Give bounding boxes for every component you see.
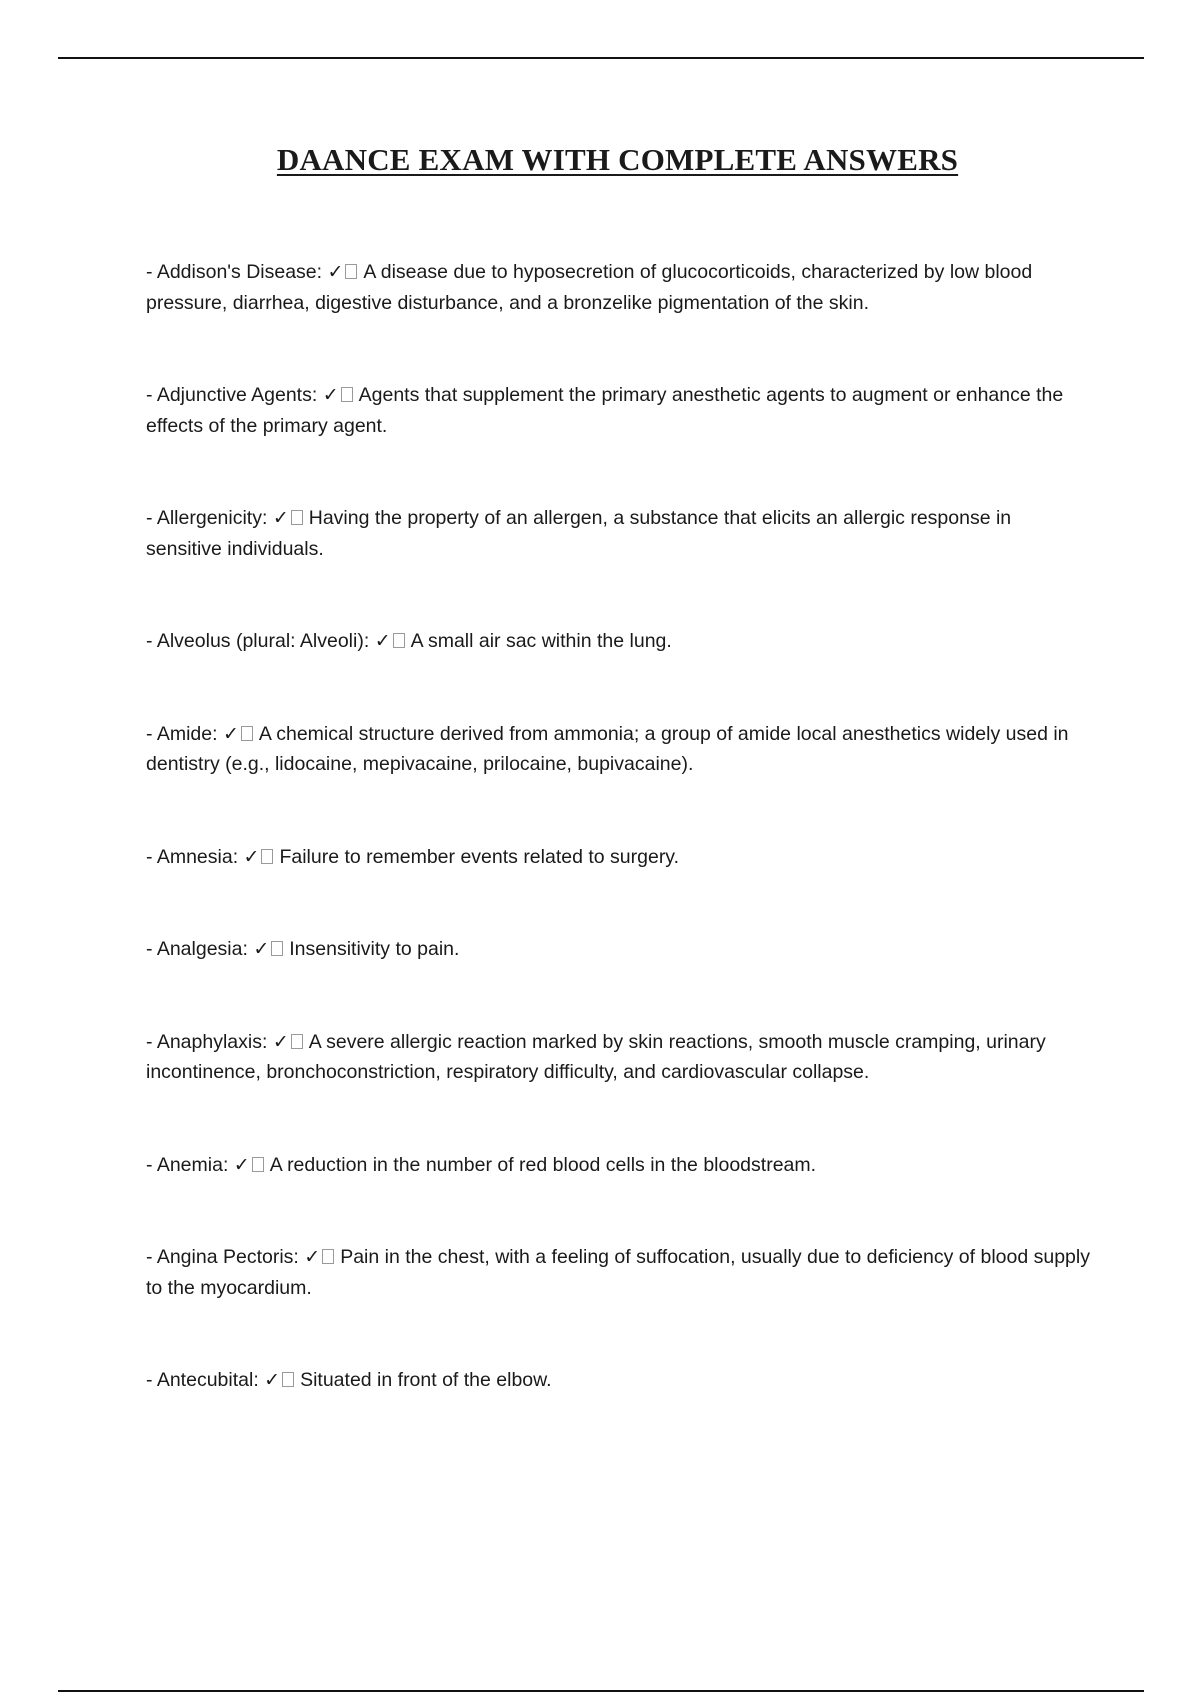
term-definition: A reduction in the number of red blood cells in the bloodstream. xyxy=(269,1153,817,1176)
top-rule xyxy=(58,57,1144,59)
empty-box-icon xyxy=(322,1249,334,1264)
list-item xyxy=(146,934,1090,965)
term-label: - Angina Pectoris: xyxy=(146,1246,299,1268)
list-item xyxy=(146,842,1090,873)
checkmark-icon: ✓ xyxy=(272,507,289,529)
term-label: - Antecubital: xyxy=(146,1369,259,1391)
term-definition: A disease due to hyposecretion of glucocorticoids, characterized by low blood pressure, diarrhea, digestive disturbance, and a bronzelike pigmentation of the skin. xyxy=(146,261,1033,314)
term-label: - Alveolus (plural: Alveoli): xyxy=(146,630,370,652)
list-item xyxy=(146,380,1090,441)
checkmark-icon: ✓ xyxy=(253,938,270,960)
list-item xyxy=(146,719,1090,780)
empty-box-icon xyxy=(291,510,303,525)
term-definition: Having the property of an allergen, a substance that elicits an allergic response in sensitive individuals. xyxy=(146,507,1012,560)
term-definition: A chemical structure derived from ammonia; a group of amide local anesthetics widely used in dentistry (e.g., lidocaine, mepivacaine, prilocaine, bupivacaine). xyxy=(146,722,1069,775)
term-label: - Analgesia: xyxy=(146,938,248,960)
term-definition: Pain in the chest, with a feeling of suffocation, usually due to deficiency of blood supply to the myocardium. xyxy=(146,1246,1090,1299)
term-definition: A severe allergic reaction marked by skin reactions, smooth muscle cramping, urinary incontinence, bronchoconstriction, respiratory difficulty, and cardiovascular collapse. xyxy=(146,1030,1046,1083)
term-definition: Situated in front of the elbow. xyxy=(300,1369,552,1391)
definition-list xyxy=(146,257,1090,1458)
list-item xyxy=(146,503,1090,564)
list-item xyxy=(146,1150,1090,1181)
term-label: - Amnesia: xyxy=(146,845,239,868)
empty-box-icon xyxy=(252,1157,264,1172)
empty-box-icon xyxy=(261,849,273,864)
list-item xyxy=(146,626,1090,657)
empty-box-icon xyxy=(271,941,283,956)
checkmark-icon: ✓ xyxy=(374,630,391,652)
checkmark-icon: ✓ xyxy=(327,261,344,283)
checkmark-icon: ✓ xyxy=(243,845,260,868)
empty-box-icon xyxy=(291,1034,303,1049)
checkmark-icon: ✓ xyxy=(222,722,239,745)
bottom-rule xyxy=(58,1690,1144,1692)
term-label: - Allergenicity: xyxy=(146,507,268,529)
checkmark-icon: ✓ xyxy=(233,1153,250,1176)
checkmark-icon: ✓ xyxy=(264,1369,281,1391)
term-definition: A small air sac within the lung. xyxy=(410,630,672,652)
term-label: - Adjunctive Agents: xyxy=(146,384,318,406)
list-item xyxy=(146,1242,1090,1303)
term-label: - Anaphylaxis: xyxy=(146,1030,268,1053)
empty-box-icon xyxy=(345,264,357,279)
term-definition: Agents that supplement the primary anesthetic agents to augment or enhance the effects of the primary agent. xyxy=(146,384,1064,437)
term-definition: Failure to remember events related to surgery. xyxy=(279,845,680,868)
term-label: - Anemia: xyxy=(146,1153,229,1176)
list-item xyxy=(146,1365,1090,1396)
list-item xyxy=(146,257,1090,318)
list-item xyxy=(146,1027,1090,1088)
checkmark-icon: ✓ xyxy=(272,1030,289,1053)
checkmark-icon: ✓ xyxy=(304,1246,321,1268)
term-definition: Insensitivity to pain. xyxy=(289,938,460,960)
page-title: DAANCE EXAM WITH COMPLETE ANSWERS xyxy=(276,142,959,177)
term-label: - Addison's Disease: xyxy=(146,261,323,283)
empty-box-icon xyxy=(341,387,353,402)
checkmark-icon: ✓ xyxy=(322,384,339,406)
empty-box-icon xyxy=(241,726,253,741)
empty-box-icon xyxy=(282,1372,294,1387)
empty-box-icon xyxy=(393,633,405,648)
term-label: - Amide: xyxy=(146,722,218,745)
